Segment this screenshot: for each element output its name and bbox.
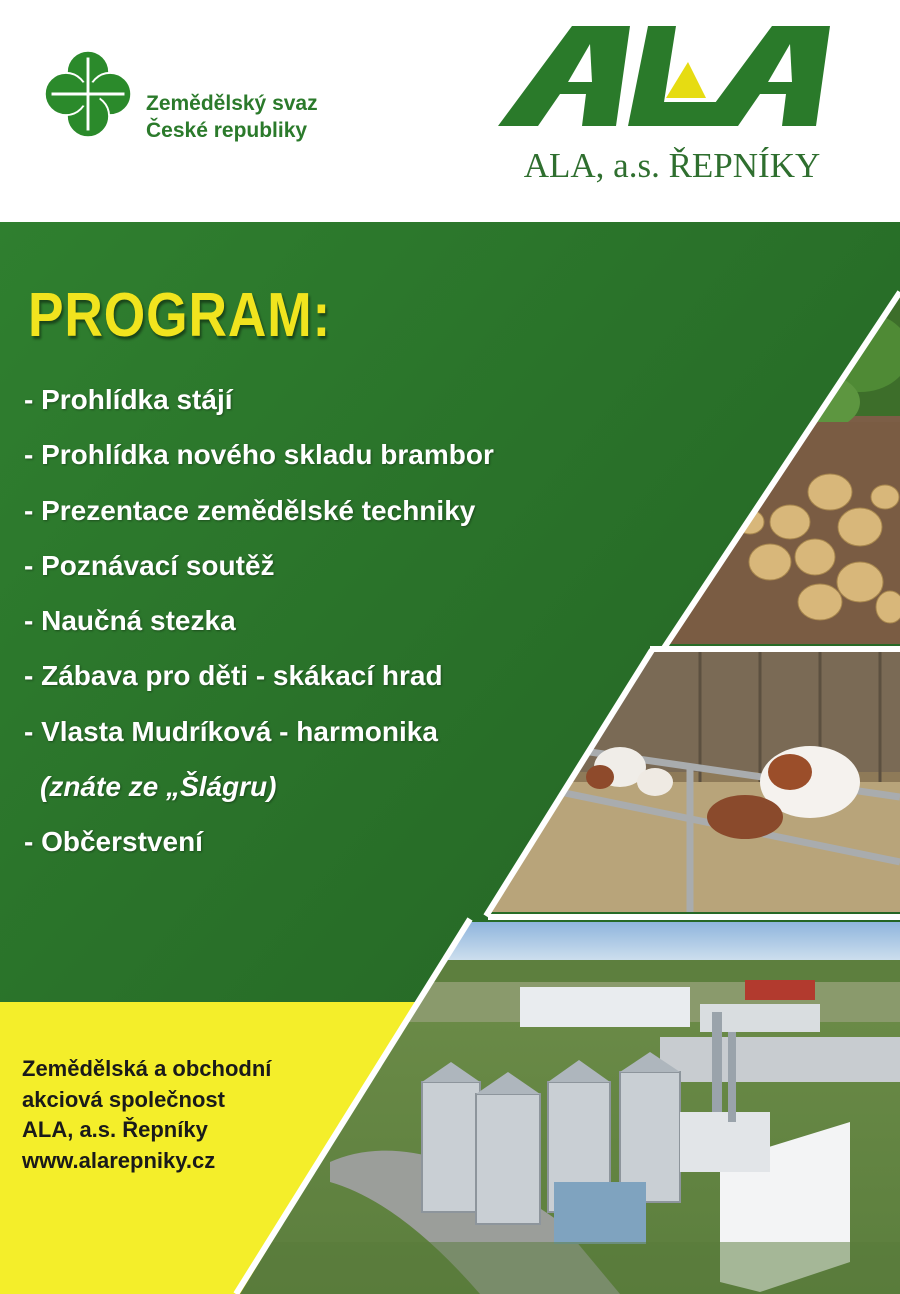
contact-line1: Zemědělská a obchodní	[22, 1056, 272, 1081]
main-panel	[0, 222, 900, 1294]
union-name-line2: České republiky	[146, 119, 308, 142]
program-item: - Poznávací soutěž	[24, 549, 275, 581]
program-item: - Vlasta Mudríková - harmonika	[24, 715, 438, 747]
program-item: - Prohlídka nového skladu brambor	[24, 439, 494, 471]
ala-logo-icon	[498, 22, 842, 130]
header	[0, 0, 900, 222]
clover-logo-icon	[40, 46, 136, 142]
program-item: - Občerstvení	[24, 826, 203, 858]
program-item: - Prohlídka stájí	[24, 384, 233, 415]
program-item: - Naučná stezka	[24, 605, 236, 637]
program-item-note: (znáte ze „Šlágru)	[40, 771, 277, 803]
contact-info	[22, 1054, 271, 1176]
program-list	[24, 372, 494, 870]
union-name-line1: Zemědělský svaz	[146, 92, 318, 115]
ala-company-name: ALA, a.s. ŘEPNÍKY	[523, 146, 821, 185]
program-item: - Prezentace zemědělské techniky	[24, 494, 476, 526]
contact-website-link[interactable]: www.alarepniky.cz	[22, 1147, 216, 1173]
program-item: - Zábava pro děti - skákací hrad	[24, 660, 443, 692]
contact-line2: akciová společnost	[22, 1086, 225, 1112]
union-name	[146, 90, 318, 144]
program-title: PROGRAM:	[28, 281, 332, 350]
contact-line3: ALA, a.s. Řepníky	[22, 1117, 208, 1142]
